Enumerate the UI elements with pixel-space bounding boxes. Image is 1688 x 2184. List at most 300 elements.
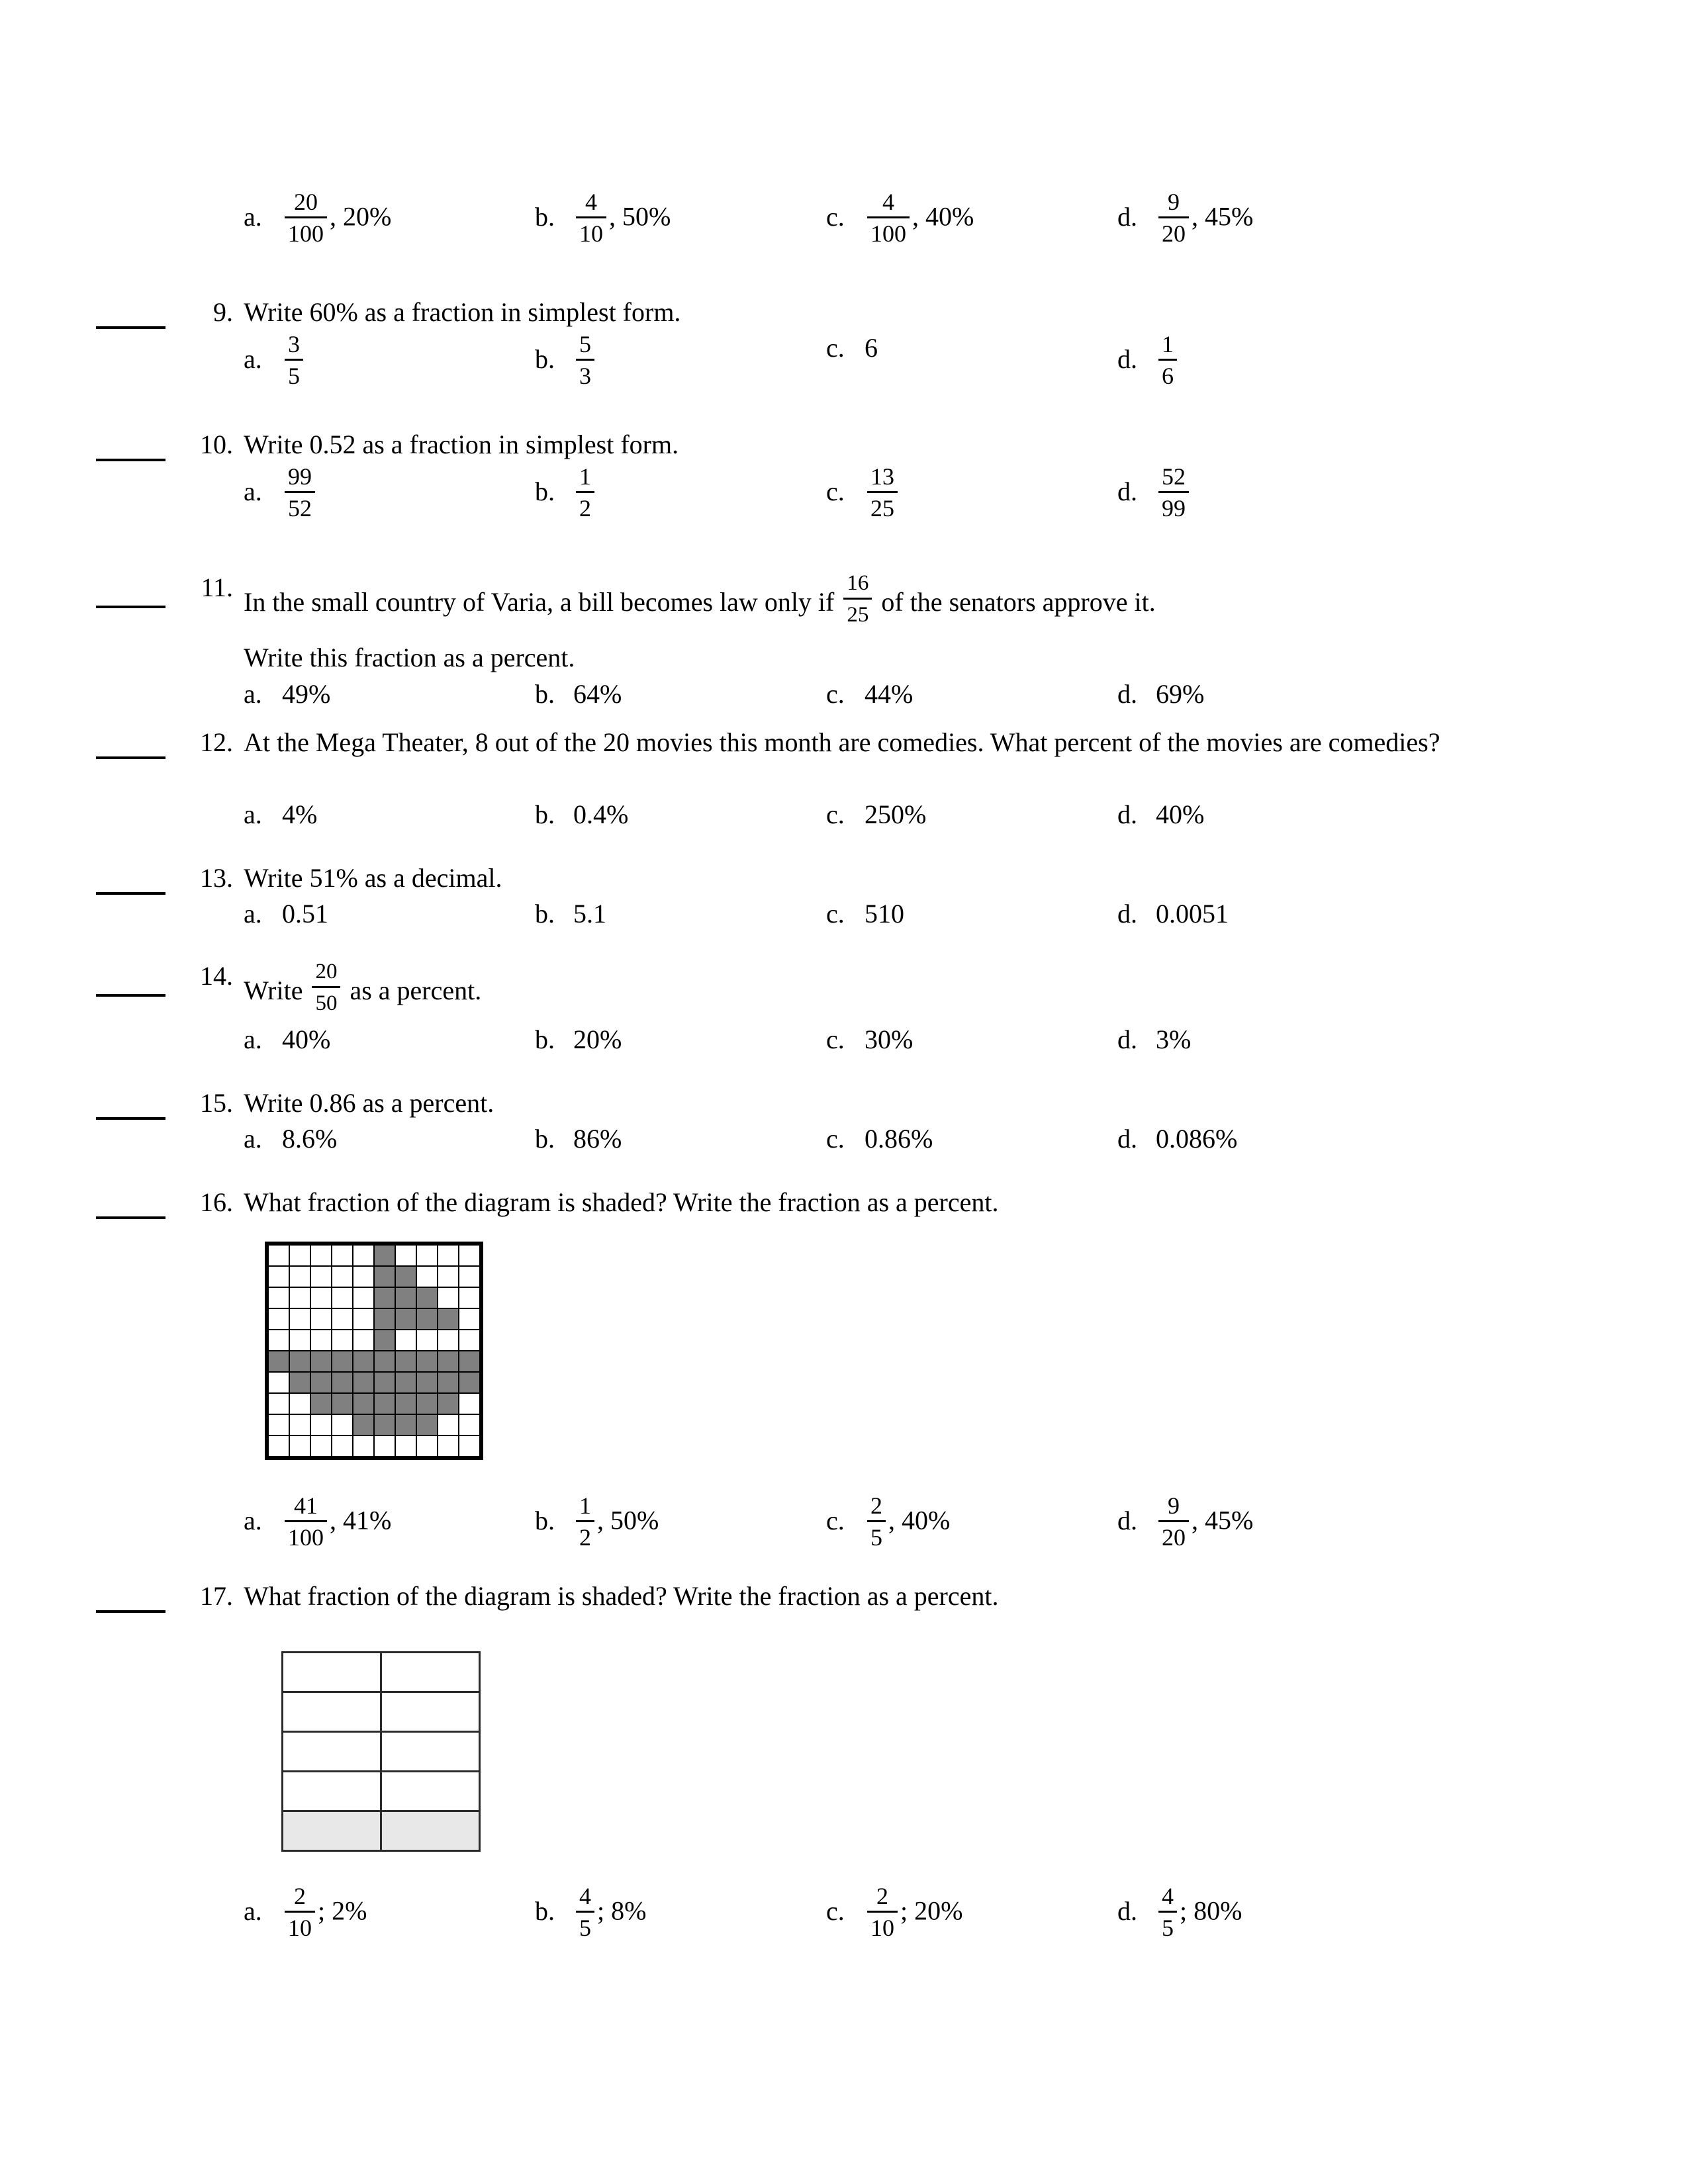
answer-blank-q17[interactable] xyxy=(96,1610,165,1613)
choice-suffix: , 50% xyxy=(597,1505,659,1535)
fraction-denominator: 5 xyxy=(870,1524,882,1551)
fraction-numerator: 9 xyxy=(1158,1491,1189,1522)
choice-q11-c[interactable] xyxy=(826,677,913,711)
grid-cell-shaded xyxy=(438,1393,459,1414)
grid-cell-shaded xyxy=(395,1266,416,1287)
choice-value: 0.086% xyxy=(1156,1124,1238,1154)
fraction-numerator: 20 xyxy=(312,957,340,988)
fraction-denominator: 10 xyxy=(870,1915,894,1941)
grid-cell-empty xyxy=(459,1330,480,1351)
grid-cell-empty xyxy=(438,1435,459,1457)
fraction-denominator: 50 xyxy=(315,991,338,1015)
grid-cell-empty xyxy=(310,1287,332,1308)
grid-cell-shaded xyxy=(395,1308,416,1330)
fraction-numerator: 1 xyxy=(576,462,594,493)
grid-cell-empty xyxy=(395,1330,416,1351)
choice-q12-a[interactable] xyxy=(244,797,317,832)
choice-value: 64% xyxy=(573,679,622,709)
choice-q9-a[interactable] xyxy=(244,331,306,392)
choice-q17-a[interactable] xyxy=(244,1883,367,1944)
question-number: 17. xyxy=(200,1581,233,1611)
grid-cell-shaded xyxy=(381,1811,480,1851)
grid-row xyxy=(268,1266,480,1287)
question-prompt: What fraction of the diagram is shaded? Write the fraction as a percent. xyxy=(244,1581,999,1611)
choice-q10-d[interactable] xyxy=(1117,463,1192,525)
fraction-denominator: 10 xyxy=(288,1915,312,1941)
choice-letter: d. xyxy=(1117,1895,1137,1926)
choice-letter: a. xyxy=(244,476,262,506)
answer-blank-q13[interactable] xyxy=(96,892,165,895)
grid-cell-empty xyxy=(459,1287,480,1308)
grid-cell-shaded xyxy=(353,1414,374,1435)
fraction-denominator: 2 xyxy=(579,1524,591,1551)
grid-cell-empty xyxy=(289,1435,310,1457)
grid-cell-shaded xyxy=(374,1287,395,1308)
grid-cell-empty xyxy=(268,1308,289,1330)
grid-cell-empty xyxy=(332,1266,353,1287)
grid-cell-shaded xyxy=(374,1393,395,1414)
choice-q8-b[interactable] xyxy=(535,189,671,250)
answer-blank-q11[interactable] xyxy=(96,606,165,608)
choice-letter: a. xyxy=(244,799,262,829)
grid-cell-shaded xyxy=(395,1414,416,1435)
grid-cell-empty xyxy=(283,1653,381,1692)
grid-cell-empty xyxy=(374,1435,395,1457)
grid-cell-empty xyxy=(353,1245,374,1266)
choice-fraction xyxy=(1158,330,1177,391)
choice-letter: d. xyxy=(1117,1024,1137,1054)
grid-cell-empty xyxy=(416,1245,438,1266)
question-number: 12. xyxy=(200,727,233,757)
grid-cell-empty xyxy=(459,1308,480,1330)
grid-row xyxy=(283,1692,480,1732)
choice-suffix: , 45% xyxy=(1192,1505,1254,1535)
grid-cell-empty xyxy=(353,1308,374,1330)
choice-value: 8.6% xyxy=(282,1124,338,1154)
choice-q10-a[interactable] xyxy=(244,463,318,525)
fraction-numerator: 13 xyxy=(867,462,898,493)
grid-cell-empty xyxy=(283,1772,381,1811)
grid-cell-empty xyxy=(332,1414,353,1435)
choice-letter: c. xyxy=(826,899,845,929)
choice-fraction xyxy=(285,330,303,391)
grid-cell-shaded xyxy=(374,1245,395,1266)
choice-q14-d[interactable] xyxy=(1117,1023,1191,1057)
choice-letter: a. xyxy=(244,1505,262,1535)
prompt-text-pre: Write xyxy=(244,976,310,1005)
choice-q17-b[interactable] xyxy=(535,1883,646,1944)
choice-fraction xyxy=(1158,1491,1189,1553)
choice-value: 6 xyxy=(865,333,878,363)
answer-blank-q15[interactable] xyxy=(96,1117,165,1120)
answer-blank-q10[interactable] xyxy=(96,459,165,461)
choice-q9-b[interactable] xyxy=(535,331,597,392)
answer-blank-q16[interactable] xyxy=(96,1216,165,1219)
grid-table xyxy=(267,1244,481,1457)
grid-cell-empty xyxy=(268,1414,289,1435)
grid-row xyxy=(268,1435,480,1457)
grid-cell-empty xyxy=(416,1330,438,1351)
grid-cell-empty xyxy=(395,1245,416,1266)
choice-letter: c. xyxy=(826,1505,845,1535)
grid-cell-empty xyxy=(268,1393,289,1414)
grid-cell-shaded xyxy=(438,1351,459,1372)
choice-fraction xyxy=(576,462,594,523)
fraction-denominator: 25 xyxy=(870,495,894,522)
grid-cell-shaded xyxy=(332,1351,353,1372)
choice-value: 0.4% xyxy=(573,799,629,829)
answer-row-q8 xyxy=(0,189,1688,268)
answer-blank-q14[interactable] xyxy=(96,994,165,997)
grid-cell-shaded xyxy=(395,1393,416,1414)
choice-fraction xyxy=(285,1882,315,1943)
choice-q13-c[interactable] xyxy=(826,897,904,931)
choice-q15-a[interactable] xyxy=(244,1122,337,1156)
grid-cell-empty xyxy=(395,1435,416,1457)
grid-cell-shaded xyxy=(289,1372,310,1393)
fraction-denominator: 100 xyxy=(288,1524,324,1551)
grid-cell-empty xyxy=(289,1308,310,1330)
grid-cell-empty xyxy=(459,1266,480,1287)
choice-q17-d[interactable] xyxy=(1117,1883,1242,1944)
grid-cell-empty xyxy=(289,1245,310,1266)
choice-q14-b[interactable] xyxy=(535,1023,622,1057)
choice-suffix: , 40% xyxy=(888,1505,951,1535)
shaded-grid-diagram-q17 xyxy=(281,1651,481,1852)
question-number: 14. xyxy=(200,961,233,991)
choice-q12-c[interactable] xyxy=(826,797,926,832)
grid-cell-empty xyxy=(310,1308,332,1330)
choice-suffix: , 45% xyxy=(1192,201,1254,232)
choice-fraction xyxy=(285,187,327,249)
choice-letter: a. xyxy=(244,1895,262,1926)
choice-fraction xyxy=(1158,462,1189,523)
grid-cell-shaded xyxy=(332,1372,353,1393)
choice-q11-a[interactable] xyxy=(244,677,330,711)
choice-q8-d[interactable] xyxy=(1117,189,1253,250)
fraction-denominator: 52 xyxy=(288,495,312,522)
grid-cell-empty xyxy=(438,1245,459,1266)
grid-cell-shaded xyxy=(459,1372,480,1393)
choice-q13-b[interactable] xyxy=(535,897,606,931)
choice-q8-a[interactable] xyxy=(244,189,391,250)
grid-cell-empty xyxy=(438,1414,459,1435)
fraction-denominator: 2 xyxy=(579,495,591,522)
choice-letter: b. xyxy=(535,476,555,506)
choice-suffix: , 50% xyxy=(609,201,671,232)
fraction-numerator: 9 xyxy=(1158,187,1189,218)
grid-cell-empty xyxy=(310,1414,332,1435)
grid-row xyxy=(268,1414,480,1435)
question-prompt xyxy=(244,958,1462,1020)
choice-letter: a. xyxy=(244,899,262,929)
choice-letter: c. xyxy=(826,333,845,363)
choice-letter: b. xyxy=(535,1895,555,1926)
fraction-numerator: 20 xyxy=(285,187,327,218)
question-prompt: Write 0.86 as a percent. xyxy=(244,1088,494,1118)
fraction-denominator: 20 xyxy=(1162,1524,1186,1551)
grid-cell-empty xyxy=(381,1692,480,1732)
choice-letter: b. xyxy=(535,799,555,829)
grid-cell-empty xyxy=(310,1435,332,1457)
choice-value: 4% xyxy=(282,799,318,829)
choice-letter: a. xyxy=(244,1124,262,1154)
fraction-denominator: 20 xyxy=(1162,220,1186,247)
grid-cell-shaded xyxy=(353,1351,374,1372)
question-prompt xyxy=(244,570,1462,631)
question-number: 13. xyxy=(200,863,233,893)
choice-value: 49% xyxy=(282,679,331,709)
question-number: 10. xyxy=(200,430,233,459)
grid-cell-empty xyxy=(283,1732,381,1772)
prompt-fraction xyxy=(312,957,340,1019)
choice-q16-a[interactable] xyxy=(244,1492,391,1554)
choice-letter: a. xyxy=(244,343,262,374)
question-prompt: Write 51% as a decimal. xyxy=(244,863,502,893)
choice-letter: c. xyxy=(826,476,845,506)
choice-fraction xyxy=(867,187,910,249)
choice-fraction xyxy=(576,187,606,249)
choice-letter: b. xyxy=(535,679,555,709)
grid-row xyxy=(283,1732,480,1772)
choice-letter: b. xyxy=(535,201,555,232)
grid-cell-empty xyxy=(289,1393,310,1414)
grid-cell-shaded xyxy=(374,1372,395,1393)
question-number: 9. xyxy=(213,297,233,327)
grid-cell-empty xyxy=(268,1330,289,1351)
choice-q14-c[interactable] xyxy=(826,1023,913,1057)
grid-row xyxy=(268,1287,480,1308)
prompt-text-post: as a percent. xyxy=(343,976,482,1005)
grid-cell-empty xyxy=(438,1287,459,1308)
choice-suffix: ; 2% xyxy=(318,1895,367,1926)
grid-cell-empty xyxy=(332,1245,353,1266)
choice-letter: a. xyxy=(244,679,262,709)
fraction-denominator: 99 xyxy=(1162,495,1186,522)
fraction-numerator: 3 xyxy=(285,330,303,361)
choice-letter: b. xyxy=(535,1124,555,1154)
choice-suffix: , 40% xyxy=(912,201,974,232)
choice-fraction xyxy=(576,1491,594,1553)
choice-letter: d. xyxy=(1117,899,1137,929)
choice-value: 0.0051 xyxy=(1156,899,1229,929)
grid-cell-empty xyxy=(438,1330,459,1351)
fraction-numerator: 2 xyxy=(867,1882,898,1913)
grid-cell-shaded xyxy=(438,1372,459,1393)
grid-cell-empty xyxy=(381,1772,480,1811)
fraction-denominator: 6 xyxy=(1162,363,1174,389)
choice-q15-c[interactable] xyxy=(826,1122,933,1156)
fraction-numerator: 4 xyxy=(576,187,606,218)
choice-letter: c. xyxy=(826,679,845,709)
choice-q9-d[interactable] xyxy=(1117,331,1180,392)
choice-q15-b[interactable] xyxy=(535,1122,622,1156)
choice-q13-d[interactable] xyxy=(1117,897,1229,931)
choice-letter: d. xyxy=(1117,343,1137,374)
grid-cell-shaded xyxy=(395,1351,416,1372)
grid-cell-empty xyxy=(459,1435,480,1457)
fraction-numerator: 99 xyxy=(285,462,315,493)
answer-row-q17 xyxy=(0,1883,1688,1962)
choice-value: 3% xyxy=(1156,1024,1192,1054)
choice-letter: b. xyxy=(535,1024,555,1054)
fraction-numerator: 41 xyxy=(285,1491,327,1522)
grid-cell-shaded xyxy=(395,1372,416,1393)
choice-value: 44% xyxy=(865,679,914,709)
fraction-numerator: 2 xyxy=(285,1882,315,1913)
fraction-denominator: 5 xyxy=(288,363,300,389)
fraction-denominator: 100 xyxy=(288,220,324,247)
grid-row xyxy=(283,1811,480,1851)
choice-q11-d[interactable] xyxy=(1117,677,1204,711)
choice-q16-d[interactable] xyxy=(1117,1492,1253,1554)
choice-q8-c[interactable] xyxy=(826,189,974,250)
choice-value: 0.86% xyxy=(865,1124,933,1154)
fraction-numerator: 4 xyxy=(1158,1882,1177,1913)
grid-row xyxy=(283,1772,480,1811)
grid-cell-shaded xyxy=(416,1287,438,1308)
choice-letter: d. xyxy=(1117,1505,1137,1535)
choice-q10-b[interactable] xyxy=(535,463,597,525)
fraction-denominator: 5 xyxy=(579,1915,591,1941)
grid-cell-empty xyxy=(268,1435,289,1457)
grid-cell-empty xyxy=(438,1266,459,1287)
fraction-denominator: 25 xyxy=(847,603,869,627)
grid-row xyxy=(268,1308,480,1330)
choice-value: 20% xyxy=(573,1024,622,1054)
grid-cell-shaded xyxy=(310,1372,332,1393)
grid-cell-empty xyxy=(268,1372,289,1393)
grid-cell-empty xyxy=(332,1287,353,1308)
choice-q12-d[interactable] xyxy=(1117,797,1204,832)
choice-value: 0.51 xyxy=(282,899,328,929)
grid-cell-shaded xyxy=(353,1393,374,1414)
choice-q17-c[interactable] xyxy=(826,1883,962,1944)
grid-cell-empty xyxy=(353,1266,374,1287)
answer-blank-q12[interactable] xyxy=(96,756,165,759)
choice-letter: c. xyxy=(826,1895,845,1926)
choice-suffix: , 41% xyxy=(330,1505,392,1535)
grid-cell-shaded xyxy=(268,1351,289,1372)
question-prompt: At the Mega Theater, 8 out of the 20 movies this month are comedies. What percent of the movies are comedies? xyxy=(244,727,1440,757)
choice-q14-a[interactable] xyxy=(244,1023,330,1057)
answer-row-q10 xyxy=(0,463,1688,543)
shaded-grid-diagram-q16 xyxy=(265,1242,483,1460)
choice-q12-b[interactable] xyxy=(535,797,628,832)
choice-fraction xyxy=(867,462,898,523)
choice-letter: b. xyxy=(535,1505,555,1535)
choice-fraction xyxy=(285,1491,327,1553)
choice-value: 69% xyxy=(1156,679,1205,709)
fraction-denominator: 100 xyxy=(870,220,906,247)
grid-cell-empty xyxy=(289,1287,310,1308)
question-number: 15. xyxy=(200,1088,233,1118)
fraction-denominator: 3 xyxy=(579,363,591,389)
grid-row xyxy=(268,1330,480,1351)
choice-q11-b[interactable] xyxy=(535,677,622,711)
fraction-numerator: 52 xyxy=(1158,462,1189,493)
choice-q9-c[interactable] xyxy=(826,331,878,365)
question-number: 11. xyxy=(201,572,233,602)
grid-cell-empty xyxy=(416,1266,438,1287)
choice-suffix: ; 8% xyxy=(597,1895,647,1926)
fraction-denominator: 5 xyxy=(1162,1915,1174,1941)
grid-cell-shaded xyxy=(374,1330,395,1351)
fraction-numerator: 5 xyxy=(576,330,594,361)
grid-row xyxy=(283,1653,480,1692)
grid-cell-shaded xyxy=(438,1308,459,1330)
grid-cell-empty xyxy=(289,1266,310,1287)
choice-value: 30% xyxy=(865,1024,914,1054)
grid-cell-empty xyxy=(353,1435,374,1457)
answer-blank-q9[interactable] xyxy=(96,326,165,329)
grid-table xyxy=(281,1651,481,1852)
grid-cell-shaded xyxy=(332,1393,353,1414)
grid-row xyxy=(268,1351,480,1372)
choice-value: 40% xyxy=(282,1024,331,1054)
grid-cell-shaded xyxy=(310,1393,332,1414)
choice-letter: c. xyxy=(826,1024,845,1054)
grid-cell-shaded xyxy=(374,1414,395,1435)
grid-cell-empty xyxy=(310,1266,332,1287)
grid-cell-shaded xyxy=(310,1351,332,1372)
answer-row-q16 xyxy=(0,1492,1688,1572)
grid-cell-shaded xyxy=(374,1266,395,1287)
choice-value: 86% xyxy=(573,1124,622,1154)
answer-row-q9 xyxy=(0,331,1688,410)
question-number: 16. xyxy=(200,1187,233,1217)
choice-fraction xyxy=(867,1491,886,1553)
grid-cell-empty xyxy=(310,1330,332,1351)
grid-cell-shaded xyxy=(459,1351,480,1372)
grid-cell-empty xyxy=(416,1435,438,1457)
choice-suffix: ; 20% xyxy=(900,1895,963,1926)
grid-cell-empty xyxy=(283,1692,381,1732)
grid-cell-shaded xyxy=(283,1811,381,1851)
choice-fraction xyxy=(1158,187,1189,249)
choice-letter: c. xyxy=(826,1124,845,1154)
grid-cell-empty xyxy=(459,1245,480,1266)
grid-cell-empty xyxy=(353,1287,374,1308)
choice-letter: a. xyxy=(244,201,262,232)
choice-q16-b[interactable] xyxy=(535,1492,659,1554)
choice-value: 510 xyxy=(865,899,904,929)
question-prompt: What fraction of the diagram is shaded? Write the fraction as a percent. xyxy=(244,1187,999,1217)
grid-cell-empty xyxy=(268,1287,289,1308)
choice-q13-a[interactable] xyxy=(244,897,328,931)
choice-q15-d[interactable] xyxy=(1117,1122,1237,1156)
choice-letter: d. xyxy=(1117,201,1137,232)
grid-cell-empty xyxy=(353,1330,374,1351)
fraction-denominator: 10 xyxy=(579,220,603,247)
choice-letter: d. xyxy=(1117,799,1137,829)
grid-cell-empty xyxy=(332,1308,353,1330)
choice-q10-c[interactable] xyxy=(826,463,900,525)
grid-cell-shaded xyxy=(416,1372,438,1393)
choice-letter: d. xyxy=(1117,1124,1137,1154)
grid-cell-empty xyxy=(289,1330,310,1351)
grid-row xyxy=(268,1372,480,1393)
choice-letter: a. xyxy=(244,1024,262,1054)
choice-fraction xyxy=(576,330,594,391)
choice-fraction xyxy=(1158,1882,1177,1943)
choice-q16-c[interactable] xyxy=(826,1492,950,1554)
choice-letter: b. xyxy=(535,899,555,929)
grid-cell-shaded xyxy=(395,1287,416,1308)
question-prompt: Write 0.52 as a fraction in simplest form. xyxy=(244,430,679,459)
prompt-text-pre: In the small country of Varia, a bill becomes law only if xyxy=(244,587,841,617)
grid-cell-shaded xyxy=(416,1351,438,1372)
